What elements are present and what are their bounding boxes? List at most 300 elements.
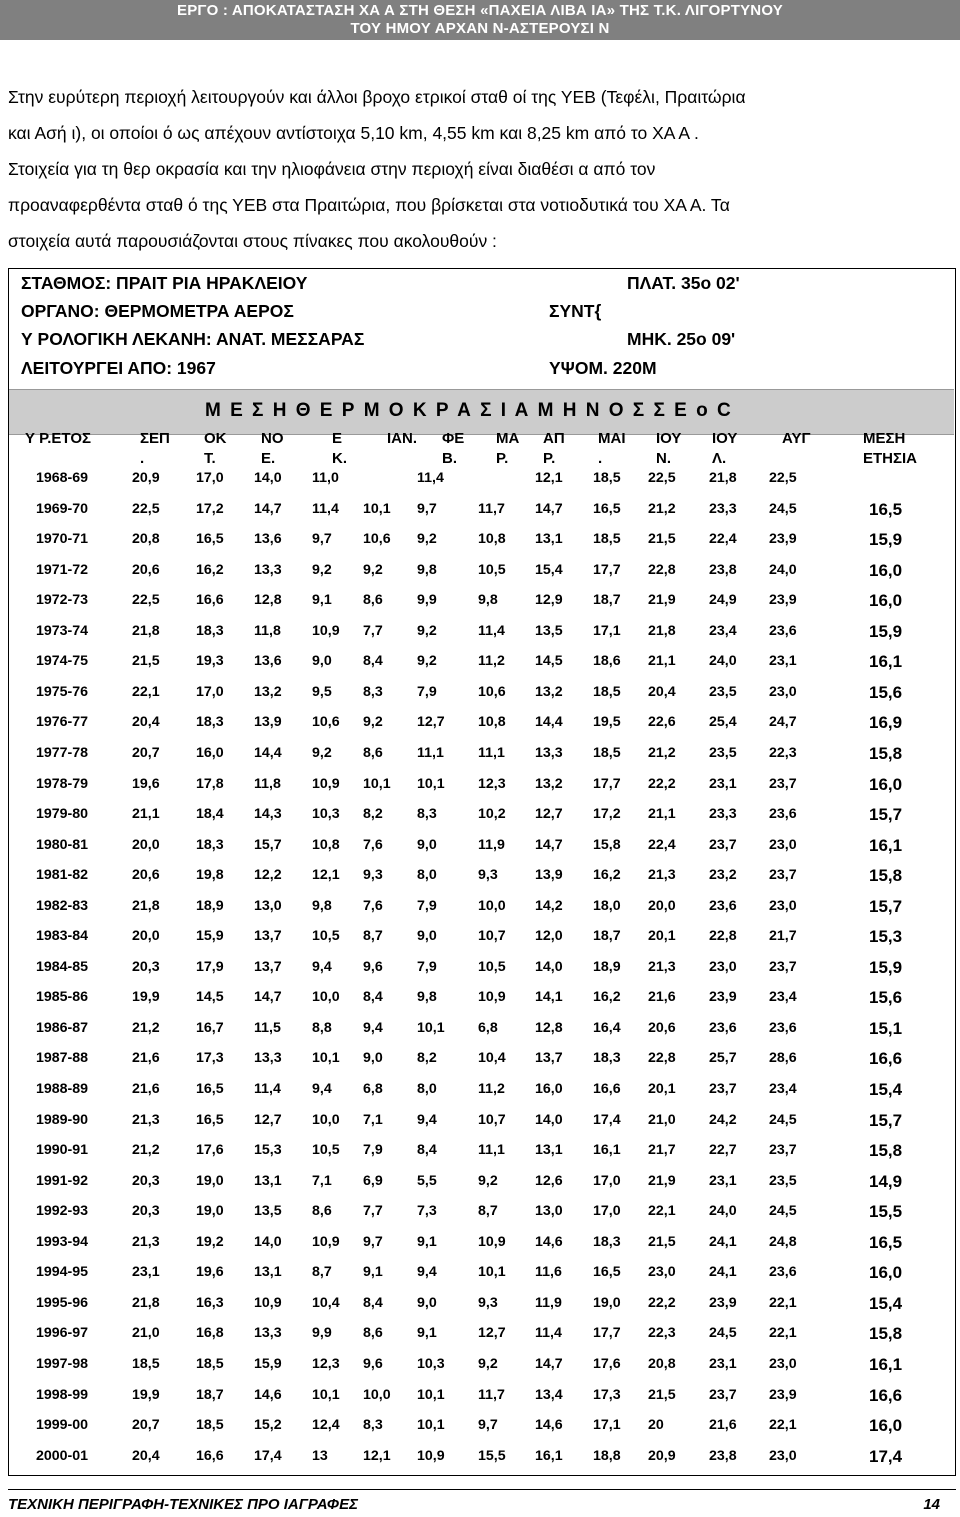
month-value-cell: 10,0 — [363, 1386, 391, 1403]
month-value-cell: 13,0 — [535, 1203, 563, 1220]
month-value-cell: 16,8 — [196, 1325, 224, 1342]
month-value-cell: 23,1 — [709, 1172, 737, 1189]
month-value-cell: 20,4 — [132, 714, 160, 731]
month-value-cell: 14,4 — [254, 744, 282, 761]
annual-mean-cell: 16,0 — [869, 591, 903, 611]
month-value-cell: 13,4 — [535, 1386, 563, 1403]
month-value-cell: 22,2 — [648, 775, 676, 792]
month-value-cell: 7,7 — [363, 622, 383, 639]
month-value-cell: 24,7 — [769, 714, 797, 731]
table-row — [9, 923, 954, 954]
column-header — [598, 429, 626, 469]
month-value-cell: 12,2 — [254, 867, 282, 884]
month-value-cell: 11,8 — [254, 775, 281, 792]
month-value-cell: 20,3 — [132, 1203, 160, 1220]
month-value-cell: 11,0 — [312, 470, 339, 486]
month-value-cell: 9,0 — [417, 1294, 437, 1311]
month-value-cell: 16,2 — [593, 989, 621, 1006]
month-value-cell: 20,0 — [132, 928, 160, 945]
month-value-cell: 11,7 — [478, 500, 505, 517]
month-value-cell: 16,0 — [196, 744, 224, 761]
hydro-year-cell: 1989-90 — [36, 1111, 89, 1128]
annual-mean-cell: 15,7 — [869, 896, 903, 916]
station-altitude: ΥΨΟΜ. 220Μ — [549, 358, 657, 378]
table-row — [9, 954, 954, 985]
month-value-cell: 20,7 — [132, 744, 160, 761]
month-value-cell: 9,2 — [478, 1172, 498, 1189]
month-value-cell: 10,1 — [417, 1417, 445, 1434]
month-value-cell: 23,4 — [769, 989, 797, 1006]
annual-mean-cell: 15,4 — [869, 1293, 903, 1313]
table-row — [9, 618, 954, 649]
month-value-cell: 11,4 — [312, 500, 339, 517]
month-value-cell: 10,3 — [312, 806, 340, 823]
table-row — [9, 984, 954, 1015]
month-value-cell: 20 — [648, 1417, 664, 1434]
month-value-cell: 24,5 — [709, 1325, 737, 1342]
month-value-cell: 16,6 — [196, 1447, 224, 1464]
month-value-cell: 23,0 — [769, 1355, 797, 1372]
hydro-year-cell: 1998-99 — [36, 1386, 89, 1403]
month-value-cell: 18,5 — [196, 1417, 224, 1434]
month-value-cell: 7,1 — [312, 1172, 332, 1189]
hydro-year-cell: 1995-96 — [36, 1294, 89, 1311]
page-number: 14 — [923, 1496, 940, 1513]
month-value-cell: 20,6 — [132, 867, 160, 884]
month-value-cell: 9,9 — [417, 592, 437, 609]
month-value-cell: 22,5 — [648, 470, 676, 486]
month-value-cell: 13,1 — [535, 531, 563, 548]
month-value-cell: 18,6 — [593, 653, 621, 670]
hydro-year-cell: 1968-69 — [36, 470, 89, 486]
month-value-cell: 23,7 — [709, 1081, 737, 1097]
month-value-cell: 22,8 — [648, 1050, 676, 1067]
month-value-cell: 21,3 — [132, 1111, 160, 1128]
month-value-cell: 12,6 — [535, 1172, 563, 1189]
column-header-line1: ΝΟ — [261, 430, 284, 447]
table-row — [9, 587, 954, 618]
month-value-cell: 23,7 — [769, 775, 797, 792]
month-value-cell: 23,7 — [769, 867, 797, 884]
month-value-cell: 28,6 — [769, 1050, 797, 1067]
month-value-cell: 13,2 — [254, 683, 282, 700]
month-value-cell: 22,1 — [769, 1417, 797, 1434]
month-value-cell: 10,7 — [478, 928, 506, 945]
month-value-cell: 20,3 — [132, 1172, 160, 1189]
month-value-cell: 10,5 — [478, 958, 506, 975]
month-value-cell: 8,4 — [363, 989, 383, 1006]
annual-mean-cell: 15,3 — [869, 927, 903, 947]
month-value-cell: 18,5 — [132, 1355, 160, 1372]
intro-line-2: και Ασή ι), οι οποίοι ό ως απέχουν αντίστοιχα 5,10 km, 4,55 km και 8,25 km από το ΧΑ Α . — [8, 123, 699, 143]
table-row — [9, 740, 954, 771]
month-value-cell: 13,3 — [254, 1325, 282, 1342]
column-header-line2: Τ. — [204, 450, 216, 467]
month-value-cell: 9,0 — [417, 928, 437, 945]
month-value-cell: 9,7 — [312, 531, 332, 548]
table-row — [9, 465, 954, 496]
month-value-cell: 13,7 — [535, 1050, 563, 1067]
annual-mean-cell: 15,4 — [869, 1080, 903, 1099]
month-value-cell: 16,3 — [196, 1294, 224, 1311]
month-value-cell: 24,9 — [709, 592, 737, 609]
month-value-cell: 11,9 — [535, 1294, 562, 1311]
table-row — [9, 1137, 954, 1168]
hydro-year-cell: 1999-00 — [36, 1417, 89, 1434]
month-value-cell: 9,2 — [363, 561, 383, 578]
month-value-cell: 8,7 — [363, 928, 383, 945]
annual-mean-cell: 16,5 — [869, 1232, 903, 1252]
month-value-cell: 9,2 — [417, 653, 437, 670]
month-value-cell: 13,3 — [254, 1050, 282, 1067]
month-value-cell: 18,3 — [196, 714, 224, 731]
month-value-cell: 8,2 — [417, 1050, 437, 1067]
table-row — [9, 1412, 954, 1443]
month-value-cell: 21,9 — [648, 592, 676, 609]
month-value-cell: 23,6 — [709, 897, 737, 914]
column-header — [496, 429, 519, 469]
annual-mean-cell: 15,1 — [869, 1018, 903, 1038]
month-value-cell: 6,8 — [363, 1081, 383, 1097]
month-value-cell: 11,6 — [535, 1264, 562, 1281]
table-row — [9, 1229, 954, 1260]
month-value-cell: 24,8 — [769, 1233, 797, 1250]
month-value-cell: 21,7 — [769, 928, 797, 945]
month-value-cell: 9,3 — [363, 867, 383, 884]
month-value-cell: 20,0 — [648, 897, 676, 914]
hydro-year-cell: 1993-94 — [36, 1233, 89, 1250]
month-value-cell: 17,1 — [593, 622, 621, 639]
month-value-cell: 9,6 — [363, 958, 383, 975]
month-value-cell: 10,1 — [417, 775, 445, 792]
hydro-year-cell: 1997-98 — [36, 1355, 89, 1372]
month-value-cell: 23,1 — [709, 1355, 737, 1372]
intro-paragraph — [8, 79, 956, 259]
month-value-cell: 11,4 — [254, 1081, 281, 1097]
month-value-cell: 17,0 — [196, 470, 224, 486]
station-since: ΛΕΙΤΟΥΡΓΕΙ ΑΠΟ: 1967 — [21, 358, 216, 378]
month-value-cell: 23,1 — [769, 653, 797, 670]
month-value-cell: 10,1 — [478, 1264, 506, 1281]
month-value-cell: 12,3 — [312, 1355, 340, 1372]
month-value-cell: 16,5 — [196, 531, 224, 548]
month-value-cell: 7,6 — [363, 836, 383, 853]
month-value-cell: 12,7 — [478, 1325, 506, 1342]
month-value-cell: 11,1 — [478, 744, 505, 761]
month-value-cell: 10,1 — [417, 1019, 445, 1036]
month-value-cell: 23,7 — [709, 836, 737, 853]
month-value-cell: 10,0 — [478, 897, 506, 914]
month-value-cell: 22,1 — [132, 683, 160, 700]
month-value-cell: 23,9 — [709, 989, 737, 1006]
column-header — [332, 429, 347, 469]
month-value-cell: 22,8 — [709, 928, 737, 945]
month-value-cell: 21,6 — [709, 1417, 737, 1434]
hydro-year-cell: 1982-83 — [36, 897, 89, 914]
footer-divider — [8, 1489, 956, 1490]
month-value-cell: 18,3 — [593, 1233, 621, 1250]
month-value-cell: 18,4 — [196, 806, 224, 823]
month-value-cell: 23,0 — [709, 958, 737, 975]
month-value-cell: 19,8 — [196, 867, 224, 884]
month-value-cell: 17,3 — [196, 1050, 224, 1067]
annual-mean-cell: 16,0 — [869, 1263, 903, 1283]
column-header-line1: ΙΟΥ — [712, 430, 738, 447]
column-header — [442, 429, 464, 469]
month-value-cell: 23,4 — [709, 622, 737, 639]
month-value-cell: 22,1 — [769, 1294, 797, 1311]
month-value-cell: 13,0 — [254, 897, 282, 914]
month-value-cell: 24,0 — [709, 653, 737, 670]
month-value-cell: 11,2 — [478, 653, 505, 670]
month-value-cell: 14,7 — [535, 1355, 563, 1372]
table-row — [9, 1259, 954, 1290]
month-value-cell: 10,1 — [312, 1386, 340, 1403]
annual-mean-cell: 15,7 — [869, 1110, 903, 1130]
month-value-cell: 12,3 — [478, 775, 506, 792]
station-basin: Υ ΡΟΛΟΓΙΚΗ ΛΕΚΑΝΗ: ΑΝΑΤ. ΜΕΣΣΑΡΑΣ — [21, 329, 365, 349]
month-value-cell: 11,2 — [478, 1081, 505, 1097]
temperature-table — [8, 268, 956, 1476]
month-value-cell: 21,3 — [648, 958, 676, 975]
column-header-line2: Ν. — [656, 450, 671, 467]
column-header-line2: . — [140, 450, 145, 467]
month-value-cell: 11,4 — [535, 1325, 562, 1342]
month-value-cell: 24,1 — [709, 1264, 737, 1281]
month-value-cell: 10,8 — [312, 836, 340, 853]
month-value-cell: 9,0 — [417, 836, 437, 853]
annual-mean-cell: 16,1 — [869, 652, 903, 672]
month-value-cell: 8,0 — [417, 1081, 437, 1097]
month-value-cell: 21,7 — [648, 1142, 676, 1159]
month-value-cell: 21,5 — [132, 653, 160, 670]
month-value-cell: 15,7 — [254, 836, 282, 853]
month-value-cell: 11,4 — [478, 622, 505, 639]
month-value-cell: 20,7 — [132, 1417, 160, 1434]
month-value-cell: 17,7 — [593, 561, 621, 578]
annual-mean-cell: 16,0 — [869, 1416, 903, 1436]
month-value-cell: 8,3 — [363, 683, 383, 700]
month-value-cell: 9,3 — [478, 1294, 498, 1311]
month-value-cell: 21,8 — [132, 622, 160, 639]
column-header-line2: Κ. — [332, 450, 347, 467]
month-value-cell: 16,2 — [593, 867, 621, 884]
month-value-cell: 10,6 — [312, 714, 340, 731]
month-value-cell: 23,9 — [769, 1386, 797, 1403]
month-value-cell: 8,0 — [417, 867, 437, 884]
column-header-line2: Ε. — [261, 450, 276, 467]
month-value-cell: 20,9 — [132, 470, 160, 486]
month-value-cell: 22,6 — [648, 714, 676, 731]
month-value-cell: 23,0 — [769, 683, 797, 700]
month-value-cell: 20,1 — [648, 1081, 676, 1097]
month-value-cell: 22,2 — [648, 1294, 676, 1311]
month-value-cell: 13,2 — [535, 683, 563, 700]
month-value-cell: 10,2 — [478, 806, 506, 823]
month-value-cell: 11,5 — [254, 1019, 281, 1036]
column-header-line1: ΙΟΥ — [656, 430, 682, 447]
month-value-cell: 23,1 — [132, 1264, 160, 1281]
month-value-cell: 23,3 — [709, 500, 737, 517]
table-row — [9, 832, 954, 863]
hydro-year-cell: 1977-78 — [36, 744, 89, 761]
month-value-cell: 18,0 — [593, 897, 621, 914]
month-value-cell: 14,7 — [535, 500, 563, 517]
annual-mean-cell: 17,4 — [869, 1446, 903, 1466]
month-value-cell: 10,0 — [312, 989, 340, 1006]
month-value-cell: 11,8 — [254, 622, 281, 639]
column-header — [656, 429, 681, 469]
annual-mean-cell: 16,1 — [869, 1354, 903, 1374]
month-value-cell: 20,6 — [648, 1019, 676, 1036]
month-value-cell: 15,5 — [478, 1447, 506, 1464]
month-value-cell: 20,1 — [648, 928, 676, 945]
column-header-line2: ΕΤΗΣΙΑ — [863, 450, 918, 467]
month-value-cell: 18,5 — [593, 470, 621, 486]
table-row — [9, 496, 954, 527]
month-value-cell: 13,5 — [535, 622, 563, 639]
month-value-cell: 9,8 — [417, 561, 437, 578]
column-header — [25, 429, 91, 449]
month-value-cell: 24,5 — [769, 1111, 797, 1128]
month-value-cell: 9,0 — [363, 1050, 383, 1067]
month-value-cell: 23,5 — [709, 683, 737, 700]
month-value-cell: 22,1 — [648, 1203, 676, 1220]
month-value-cell: 8,6 — [312, 1203, 332, 1220]
month-value-cell: 18,7 — [196, 1386, 224, 1403]
month-value-cell: 10,9 — [417, 1447, 445, 1464]
month-value-cell: 16,6 — [593, 1081, 621, 1097]
month-value-cell: 21,8 — [132, 1294, 160, 1311]
month-value-cell: 7,1 — [363, 1111, 383, 1128]
header-title-line2: ΤΟΥ ΗΜΟΥ ΑΡΧΑΝ Ν-ΑΣΤΕΡΟΥΣΙ Ν — [350, 20, 610, 37]
month-value-cell: 17,9 — [196, 958, 224, 975]
intro-line-1: Στην ευρύτερη περιοχή λειτουργούν και άλλοι βροχο ετρικοί σταθ οί της ΥΕΒ (Τεφέλι, Πραιτώρια — [8, 87, 746, 107]
month-value-cell: 21,3 — [132, 1233, 160, 1250]
month-value-cell: 17,6 — [593, 1355, 621, 1372]
month-value-cell: 10,8 — [478, 714, 506, 731]
month-value-cell: 13,7 — [254, 958, 282, 975]
month-value-cell: 14,7 — [535, 836, 563, 853]
month-value-cell: 17,2 — [196, 500, 224, 517]
column-header-line1: ΜΑΙ — [598, 430, 626, 447]
month-value-cell: 12,7 — [254, 1111, 282, 1128]
month-value-cell: 21,2 — [648, 500, 676, 517]
month-value-cell: 17,3 — [593, 1386, 621, 1403]
hydro-year-cell: 1972-73 — [36, 592, 89, 609]
annual-mean-cell: 14,9 — [869, 1171, 903, 1191]
table-row — [9, 893, 954, 924]
month-value-cell: 8,6 — [363, 592, 383, 609]
hydro-year-cell: 1973-74 — [36, 622, 89, 639]
month-value-cell: 16,1 — [535, 1447, 563, 1464]
month-value-cell: 9,8 — [478, 592, 498, 609]
month-value-cell: 19,0 — [196, 1172, 224, 1189]
hydro-year-cell: 2000-01 — [36, 1447, 89, 1464]
footer-document-title: ΤΕΧΝΙΚΗ ΠΕΡΙΓΡΑΦΗ-ΤΕΧΝΙΚΕΣ ΠΡΟ ΙΑΓΡΑΦΕΣ — [8, 1496, 358, 1513]
month-value-cell: 13,1 — [254, 1264, 282, 1281]
column-header — [863, 429, 917, 469]
month-value-cell: 22,7 — [709, 1142, 737, 1159]
column-header-line1: Υ Ρ.ΕΤΟΣ — [25, 430, 91, 447]
month-value-cell: 13,9 — [254, 714, 282, 731]
month-value-cell: 7,3 — [417, 1203, 437, 1220]
month-value-cell: 9,4 — [417, 1111, 437, 1128]
annual-mean-cell: 15,8 — [869, 1324, 903, 1344]
month-value-cell: 16,5 — [593, 500, 621, 517]
column-header — [782, 429, 811, 449]
month-value-cell: 18,5 — [196, 1355, 224, 1372]
hydro-year-cell: 1985-86 — [36, 989, 89, 1006]
month-value-cell: 21,6 — [648, 989, 676, 1006]
month-value-cell: 19,9 — [132, 989, 160, 1006]
month-value-cell: 17,7 — [593, 1325, 621, 1342]
month-value-cell: 24,0 — [709, 1203, 737, 1220]
month-value-cell: 15,3 — [254, 1142, 282, 1159]
month-value-cell: 22,4 — [648, 836, 676, 853]
month-value-cell: 14,6 — [254, 1386, 282, 1403]
column-header-line1: ΑΠ — [543, 430, 565, 447]
column-header — [712, 429, 737, 469]
month-value-cell: 8,3 — [417, 806, 437, 823]
month-value-cell: 13,6 — [254, 653, 282, 670]
header-title-line1: ΕΡΓΟ : ΑΠΟΚΑΤΑΣΤΑΣΗ ΧΑ Α ΣΤΗ ΘΕΣΗ «ΠΑΧΕΙΑ ΛΙΒΑ ΙΑ» ΤΗΣ Τ.Κ. ΛΙΓΟΡΤΥΝΟΥ — [177, 2, 783, 19]
document-header — [0, 0, 960, 40]
month-value-cell: 10,0 — [312, 1111, 340, 1128]
table-row — [9, 1015, 954, 1046]
month-value-cell: 20,4 — [132, 1447, 160, 1464]
month-value-cell: 24,1 — [709, 1233, 737, 1250]
month-value-cell: 7,6 — [363, 897, 383, 914]
month-value-cell: 9,2 — [312, 744, 332, 761]
month-value-cell: 16,1 — [593, 1142, 621, 1159]
month-value-cell: 22,3 — [769, 744, 797, 761]
table-row — [9, 1382, 954, 1413]
month-value-cell: 5,5 — [417, 1172, 437, 1189]
month-value-cell: 15,9 — [196, 928, 224, 945]
month-value-cell: 15,2 — [254, 1417, 282, 1434]
month-value-cell: 10,4 — [478, 1050, 506, 1067]
month-value-cell: 23,1 — [709, 775, 737, 792]
month-value-cell: 23,8 — [709, 561, 737, 578]
month-value-cell: 19,3 — [196, 653, 224, 670]
month-value-cell: 16,5 — [196, 1111, 224, 1128]
month-value-cell: 13,9 — [535, 867, 563, 884]
hydro-year-cell: 1986-87 — [36, 1019, 89, 1036]
month-value-cell: 23,9 — [769, 531, 797, 548]
month-value-cell: 23,0 — [769, 897, 797, 914]
month-value-cell: 18,9 — [196, 897, 224, 914]
month-value-cell: 14,6 — [535, 1233, 563, 1250]
month-value-cell: 11,1 — [417, 744, 444, 761]
month-value-cell: 19,5 — [593, 714, 621, 731]
month-value-cell: 19,6 — [196, 1264, 224, 1281]
hydro-year-cell: 1979-80 — [36, 806, 89, 823]
month-value-cell: 14,2 — [535, 897, 563, 914]
month-value-cell: 7,9 — [417, 683, 437, 700]
month-value-cell: 20,3 — [132, 958, 160, 975]
month-value-cell: 14,0 — [254, 470, 282, 486]
month-value-cell: 11,9 — [478, 836, 505, 853]
month-value-cell: 22,8 — [648, 561, 676, 578]
month-value-cell: 10,9 — [312, 622, 340, 639]
month-value-cell: 15,4 — [535, 561, 563, 578]
annual-mean-cell: 16,5 — [869, 499, 903, 519]
intro-line-4: προαναφερθέντα σταθ ό της ΥΕΒ στα Πραιτώρια, που βρίσκεται στα νοτιοδυτικά του ΧΑ Α. Τα — [8, 195, 730, 215]
column-header — [140, 429, 170, 469]
month-value-cell: 24,5 — [769, 500, 797, 517]
month-value-cell: 14,0 — [535, 958, 563, 975]
